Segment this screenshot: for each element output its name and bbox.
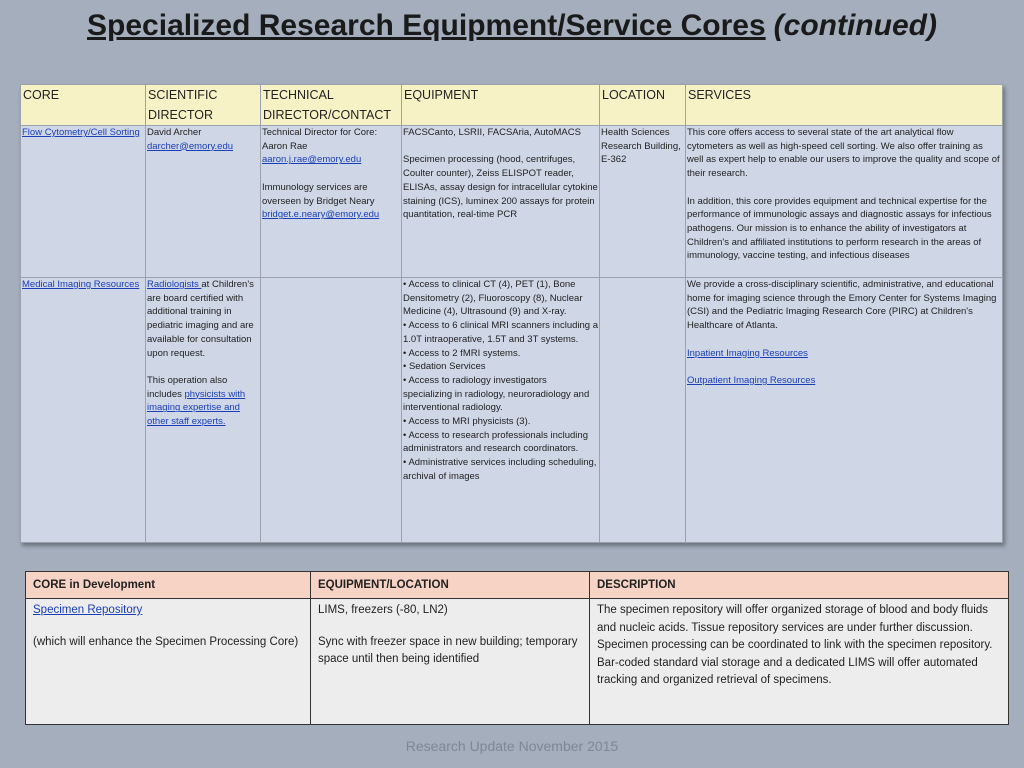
cell-equipment-location bbox=[311, 599, 590, 725]
outpatient-imaging-link[interactable]: Outpatient Imaging Resources bbox=[687, 374, 816, 386]
tech-title: Technical Director for Core: bbox=[262, 127, 378, 138]
inpatient-imaging-link[interactable]: Inpatient Imaging Resources bbox=[687, 347, 808, 359]
core-link-flow-cytometry[interactable]: Flow Cytometry/Cell Sorting bbox=[22, 127, 140, 138]
radiologists-link[interactable]: Radiologists bbox=[147, 279, 202, 290]
equipment-item: • Administrative services including scheduling, archival of images bbox=[403, 457, 597, 482]
table-row-flow-cytometry bbox=[21, 126, 1003, 278]
title-continued: (continued) bbox=[773, 9, 937, 42]
header-description: DESCRIPTION bbox=[590, 572, 1009, 599]
director-email-link[interactable]: darcher@emory.edu bbox=[147, 140, 234, 152]
page-title bbox=[0, 6, 1024, 46]
equipment-freezers: LIMS, freezers (-80, LN2) bbox=[318, 604, 448, 616]
equipment-processing: Specimen processing (hood, centrifuges, Coulter counter), Zeiss ELISPOT reader, ELISAs, assay design for intracellular cytokine staining (ICS), luminex 200 assays for protein quantitation, real-time PCR bbox=[403, 154, 598, 221]
development-header-row bbox=[26, 572, 1009, 599]
director-name: David Archer bbox=[147, 127, 202, 138]
cell-technical-director bbox=[261, 278, 402, 543]
tech-email-link[interactable]: aaron.j.rae@emory.edu bbox=[262, 154, 362, 166]
cell-location: Health Sciences Research Building, E-362 bbox=[600, 126, 686, 278]
cell-core bbox=[21, 126, 146, 278]
header-scientific-director: SCIENTIFIC DIRECTOR bbox=[146, 85, 261, 126]
equipment-item: • Access to radiology investigators specializing in radiology, neuroradiology and interventional radiology. bbox=[403, 374, 590, 414]
equipment-instruments: FACSCanto, LSRII, FACSAria, AutoMACS bbox=[403, 127, 581, 138]
equipment-item: • Access to 2 fMRI systems. bbox=[403, 347, 521, 359]
header-equipment: EQUIPMENT bbox=[402, 85, 600, 126]
cell-services bbox=[686, 126, 1003, 278]
tech-name: Aaron Rae bbox=[262, 140, 308, 152]
cell-core bbox=[21, 278, 146, 543]
cell-equipment bbox=[402, 278, 600, 543]
cell-core-in-development bbox=[26, 599, 311, 725]
equipment-item: • Access to 6 clinical MRI scanners including a 1.0T intraoperative, 1.5T and 3T systems. bbox=[403, 320, 598, 345]
also-includes-text: This operation also includes bbox=[147, 374, 228, 400]
services-paragraph-2: In addition, this core provides equipment and technical expertise for the performance of immunologic assays and diagnostic assays for infectious pathogens. Our mission is to enhance the ability of investigators at Children's and affiliated institutions to perform research in the areas of immunology, vaccine testing, and infectious diseases bbox=[687, 195, 992, 262]
physicists-link[interactable]: physicists with imaging expertise and other staff experts. bbox=[147, 388, 246, 428]
radiologists-text: at Children's are board certified with additional training in pediatric imaging and are available for consultation upon request. bbox=[147, 279, 254, 359]
cell-description: The specimen repository will offer organized storage of blood and body fluids and nucleic acids. Tissue repository services are under further discussion. Specimen processing can be coordinated to link with the specimen repository. Bar-coded standard vial storage and a dedicated LIMS will offer automated tracking and organized retrieval of specimens. bbox=[590, 599, 1009, 725]
cell-services bbox=[686, 278, 1003, 543]
cell-equipment bbox=[402, 126, 600, 278]
equipment-item: • Sedation Services bbox=[403, 361, 486, 373]
equipment-space-note: Sync with freezer space in new building; temporary space until then being identified bbox=[318, 635, 578, 666]
equipment-item: • Access to research professionals including administrators and research coordinators. bbox=[403, 429, 588, 455]
cores-header-row bbox=[21, 85, 1003, 126]
header-equipment-location: EQUIPMENT/LOCATION bbox=[311, 572, 590, 599]
development-table bbox=[25, 571, 1009, 725]
equipment-item: • Access to MRI physicists (3). bbox=[403, 416, 531, 428]
core-link-medical-imaging[interactable]: Medical Imaging Resources bbox=[22, 279, 140, 290]
specimen-repository-link[interactable]: Specimen Repository bbox=[33, 604, 143, 616]
header-core: CORE bbox=[21, 85, 146, 126]
cell-location bbox=[600, 278, 686, 543]
table-row-specimen-repository bbox=[26, 599, 1009, 725]
cell-scientific-director bbox=[146, 126, 261, 278]
equipment-item: • Access to clinical CT (4), PET (1), Bone Densitometry (2), Fluoroscopy (8), Nuclear Medicine (4), Ultrasound (9) and X-ray. bbox=[403, 279, 583, 318]
cores-table bbox=[20, 84, 1003, 543]
table-row-medical-imaging bbox=[21, 278, 1003, 543]
header-core-in-development: CORE in Development bbox=[26, 572, 311, 599]
footer-text: Research Update November 2015 bbox=[405, 738, 619, 754]
immunology-email-link[interactable]: bridget.e.neary@emory.edu bbox=[262, 209, 380, 221]
header-technical-director: TECHNICAL DIRECTOR/CONTACT bbox=[261, 85, 402, 126]
title-main: Specialized Research Equipment/Service Cores bbox=[87, 9, 766, 42]
services-paragraph-1: This core offers access to several state of the art analytical flow cytometers as well as high-speed cell sorting. We also offer training as well as expert help to enable our users to improve the quality and scope of their research. bbox=[687, 127, 1000, 180]
header-services: SERVICES bbox=[686, 85, 1003, 126]
cell-scientific-director bbox=[146, 278, 261, 543]
header-location: LOCATION bbox=[600, 85, 686, 126]
core-note: (which will enhance the Specimen Processing Core) bbox=[33, 635, 299, 648]
cell-technical-director bbox=[261, 126, 402, 278]
immunology-note: Immunology services are overseen by Bridget Neary bbox=[262, 181, 375, 207]
services-paragraph: We provide a cross-disciplinary scientific, administrative, and educational home for imaging science through the Emory Center for Systems Imaging (CSI) and the Pediatric Imaging Research Core (PIRC) at Children's Healthcare of Atlanta. bbox=[687, 279, 997, 332]
